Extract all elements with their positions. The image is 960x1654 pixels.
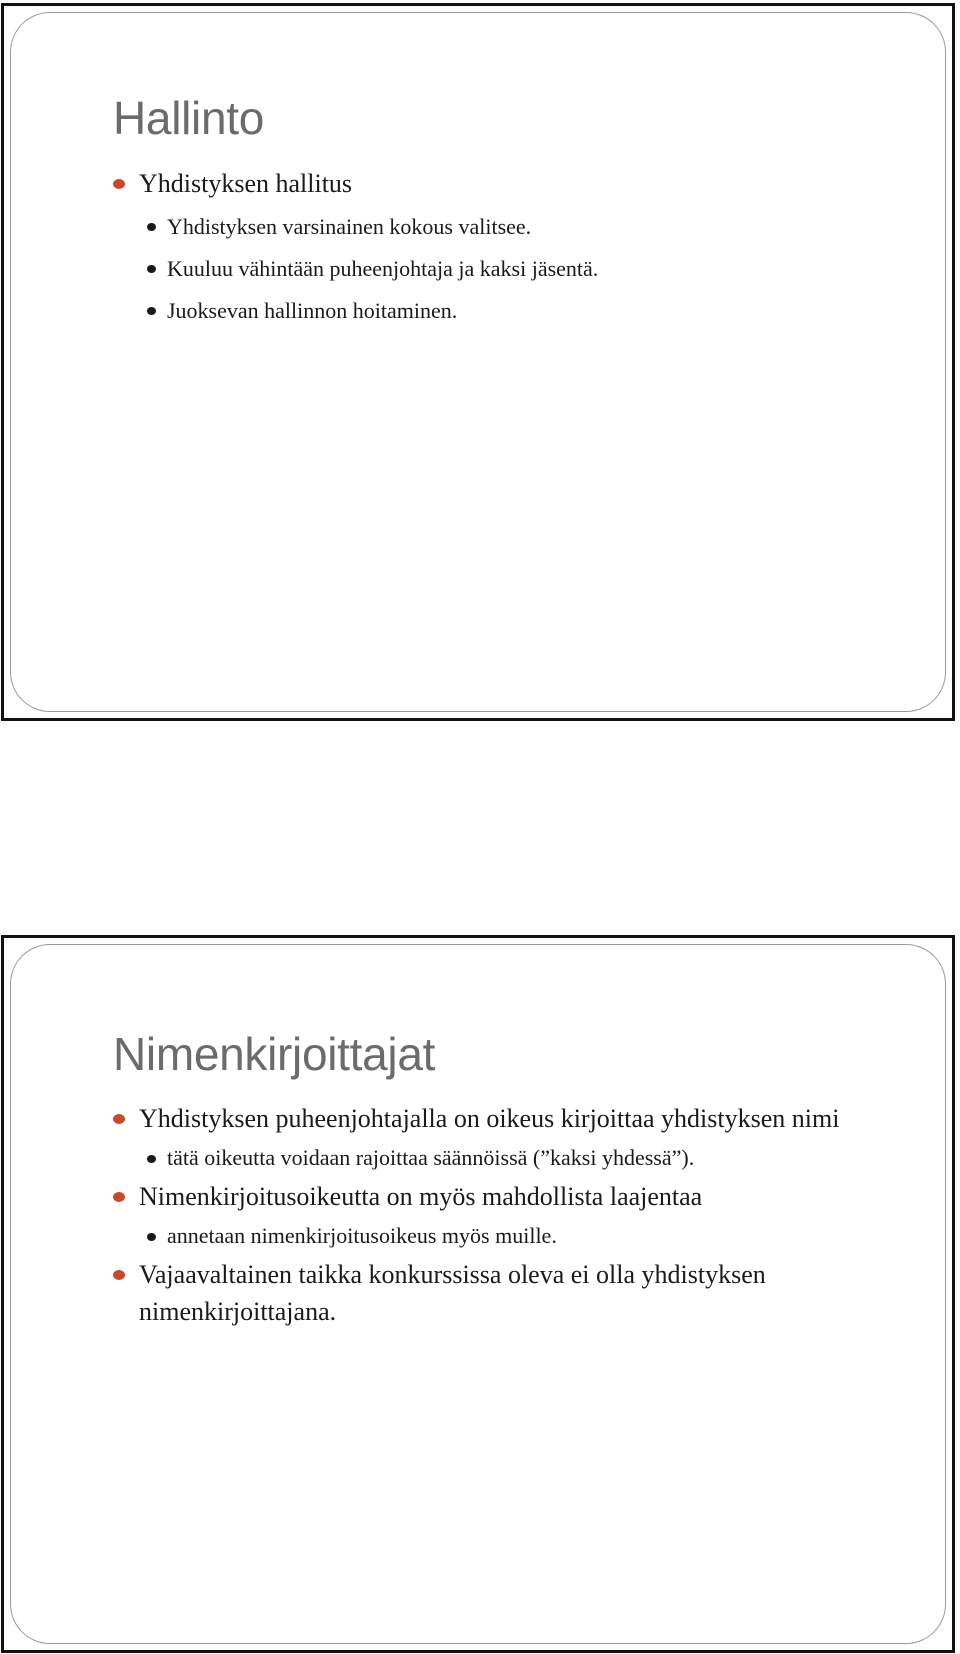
bullet-text: Vajaavaltainen taikka konkurssissa oleva ei olla yhdistyksen nimenkirjoittajana.	[139, 1260, 766, 1326]
bullet-item	[113, 1178, 905, 1255]
bullet-text: Nimenkirjoitusoikeutta on myös mahdollista laajentaa	[139, 1182, 703, 1211]
sub-bullet-item: tätä oikeutta voidaan rajoittaa säännöissä (”kaksi yhdessä”).	[139, 1138, 905, 1177]
sub-bullet-item: Kuuluu vähintään puheenjohtaja ja kaksi jäsentä.	[139, 248, 905, 290]
sub-bullet-item: Juoksevan hallinnon hoitaminen.	[139, 290, 905, 332]
slide-title: Hallinto	[113, 92, 265, 144]
bullet-list	[113, 1100, 905, 1330]
slide-frame	[10, 12, 946, 712]
sub-bullet-item: annetaan nimenkirjoitusoikeus myös muille.	[139, 1216, 905, 1255]
bullet-item	[113, 1256, 905, 1330]
bullet-item	[113, 165, 905, 332]
slide-title: Nimenkirjoittajat	[113, 1028, 436, 1080]
bullet-item	[113, 1100, 905, 1177]
slide-frame	[10, 944, 946, 1644]
sub-bullet-list	[139, 206, 905, 332]
bullet-list	[113, 165, 905, 336]
sub-bullet-list	[139, 1138, 905, 1177]
sub-bullet-list	[139, 1216, 905, 1255]
slide-hallinto	[1, 3, 955, 721]
bullet-text: Yhdistyksen puheenjohtajalla on oikeus kirjoittaa yhdistyksen nimi	[139, 1104, 840, 1133]
slide-nimenkirjoittajat	[1, 935, 955, 1653]
bullet-text: Yhdistyksen hallitus	[139, 169, 353, 198]
sub-bullet-item: Yhdistyksen varsinainen kokous valitsee.	[139, 206, 905, 248]
